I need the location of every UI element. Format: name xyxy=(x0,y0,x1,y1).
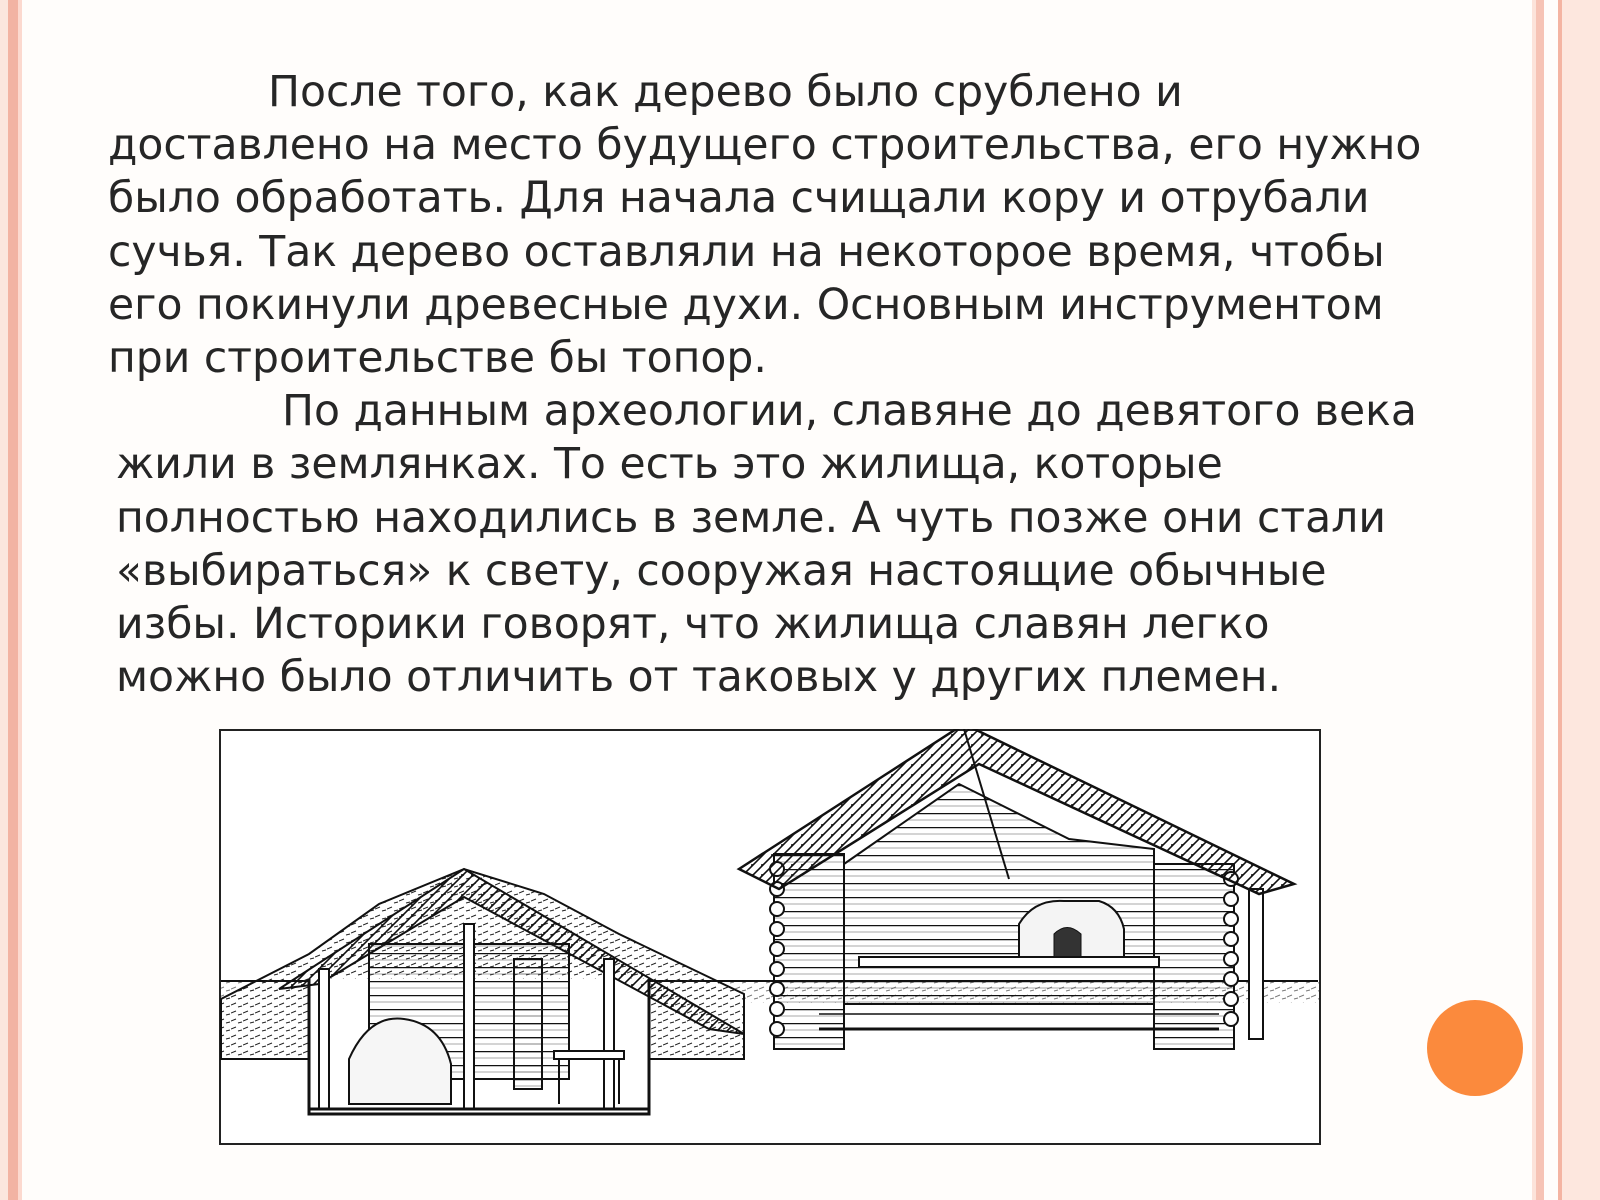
paragraph-2 xyxy=(108,385,1417,704)
paragraph-2-line: По данным археологии, славяне до девятого века xyxy=(282,387,1417,437)
paragraph-1-line: сучья. Так дерево оставляли на некоторое время, чтобы xyxy=(108,227,1385,277)
paragraph-1-line: доставлено на место будущего строительства, его нужно xyxy=(108,121,1422,171)
slavic-dwellings-illustration xyxy=(219,729,1321,1145)
frame-stripe-right-mid xyxy=(1536,0,1544,1200)
slide-text xyxy=(108,66,1422,704)
paragraph-2-line: жили в землянках. То есть это жилища, которые xyxy=(116,440,1223,490)
frame-stripe-left-outer xyxy=(0,0,8,1200)
paragraph-2-line: избы. Историки говорят, что жилища славян легко xyxy=(116,600,1270,650)
frame-stripe-right-outer xyxy=(1562,0,1600,1200)
frame-stripe-left xyxy=(8,0,18,1200)
paragraph-1-line: было обработать. Для начала счищали кору и отрубали xyxy=(108,174,1370,224)
paragraph-1-line: После того, как дерево было срублено и xyxy=(268,68,1183,117)
paragraph-2-line: «выбираться» к свету, сооружая настоящие обычные xyxy=(116,546,1327,596)
paragraph-1-line: его покинули древесные духи. Основным инструментом xyxy=(108,280,1384,330)
paragraph-1-line: при строительстве бы топор. xyxy=(108,334,767,384)
frame-stripe-left-inner xyxy=(18,0,22,1200)
accent-dot xyxy=(1427,1000,1523,1096)
paragraph-2-line: можно было отличить от таковых у других племен. xyxy=(116,653,1282,703)
paragraph-2-line: полностью находились в земле. А чуть позже они стали xyxy=(116,493,1386,543)
paragraph-1 xyxy=(108,66,1422,385)
